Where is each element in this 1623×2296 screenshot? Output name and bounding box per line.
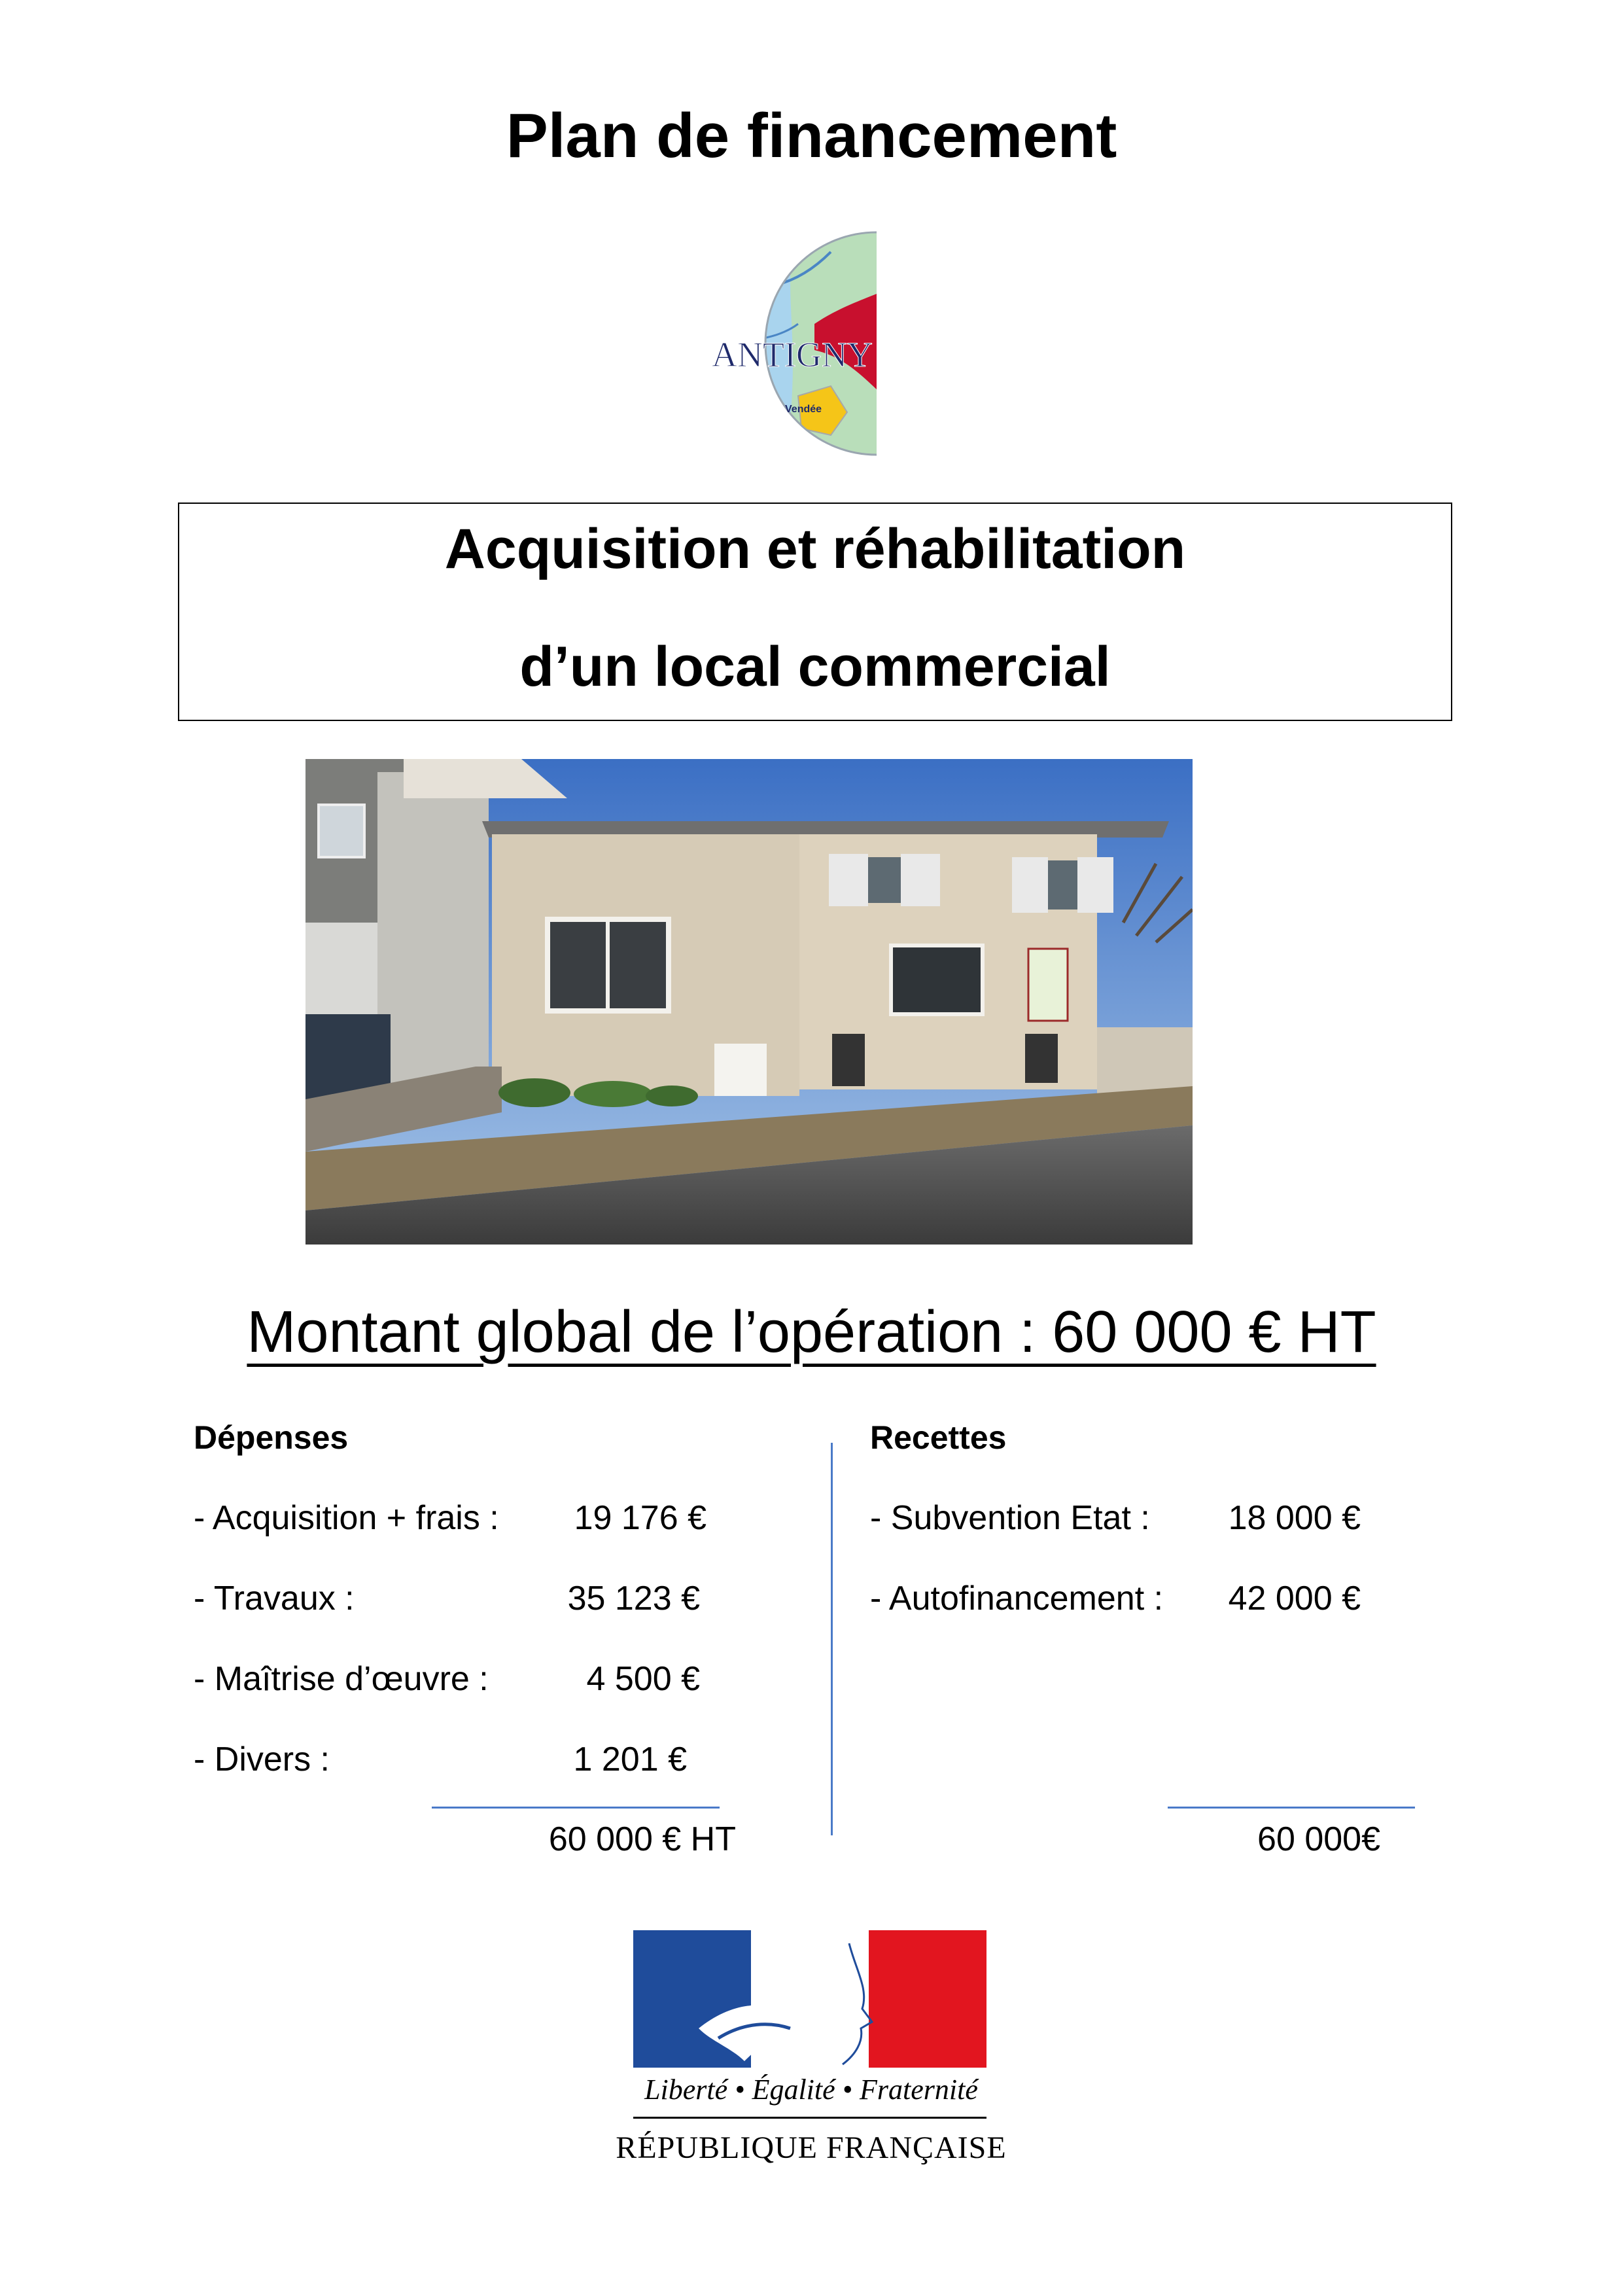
depenses-label-divers: - Divers :: [194, 1740, 330, 1778]
depenses-label-maitrise: - Maîtrise d’œuvre :: [194, 1660, 489, 1698]
depenses-value-divers: 1 201 €: [573, 1740, 687, 1778]
recettes-total: 60 000€: [1257, 1820, 1380, 1858]
headline-line-1: Acquisition et réhabilitation: [444, 518, 1186, 580]
marianne-icon: [633, 1930, 986, 2068]
depenses-value-travaux: 35 123 €: [567, 1580, 700, 1617]
recettes-label-autofinancement: - Autofinancement :: [870, 1580, 1164, 1617]
logo-text: ANTIGNY: [712, 335, 873, 374]
building-photo-icon: [305, 759, 1193, 1245]
depenses-label-acquisition: - Acquisition + frais :: [194, 1499, 499, 1537]
depenses-value-maitrise: 4 500 €: [586, 1660, 700, 1698]
depenses-value-acquisition: 19 176 €: [574, 1499, 707, 1537]
recettes-heading: Recettes: [870, 1419, 1007, 1456]
total-amount: [0, 1299, 1623, 1366]
total-amount-text: Montant global de l’opération : 60 000 € HT: [247, 1299, 1376, 1365]
republique-separator: [633, 2117, 986, 2119]
column-divider: [831, 1443, 833, 1835]
recettes-value-subvention: 18 000 €: [1228, 1499, 1361, 1537]
antigny-logo: [700, 226, 903, 461]
recettes-value-autofinancement: 42 000 €: [1228, 1580, 1361, 1617]
logo-subtext: Vendée: [785, 404, 822, 415]
recettes-total-rule: [1168, 1807, 1415, 1809]
depenses-total: 60 000 € HT: [548, 1820, 736, 1858]
headline-line-2: d’un local commercial: [519, 635, 1111, 698]
republique-name: RÉPUBLIQUE FRANÇAISE: [616, 2130, 1007, 2165]
building-photo: [305, 759, 1193, 1245]
headline-box: [178, 503, 1452, 721]
antigny-logo-icon: [700, 226, 903, 461]
depenses-total-rule: [432, 1807, 720, 1809]
republique-motto: Liberté • Égalité • Fraternité: [644, 2074, 978, 2106]
page-title: Plan de financement: [506, 101, 1117, 171]
depenses-label-travaux: - Travaux :: [194, 1580, 355, 1617]
recettes-label-subvention: - Subvention Etat :: [870, 1499, 1150, 1537]
depenses-heading: Dépenses: [194, 1419, 349, 1456]
